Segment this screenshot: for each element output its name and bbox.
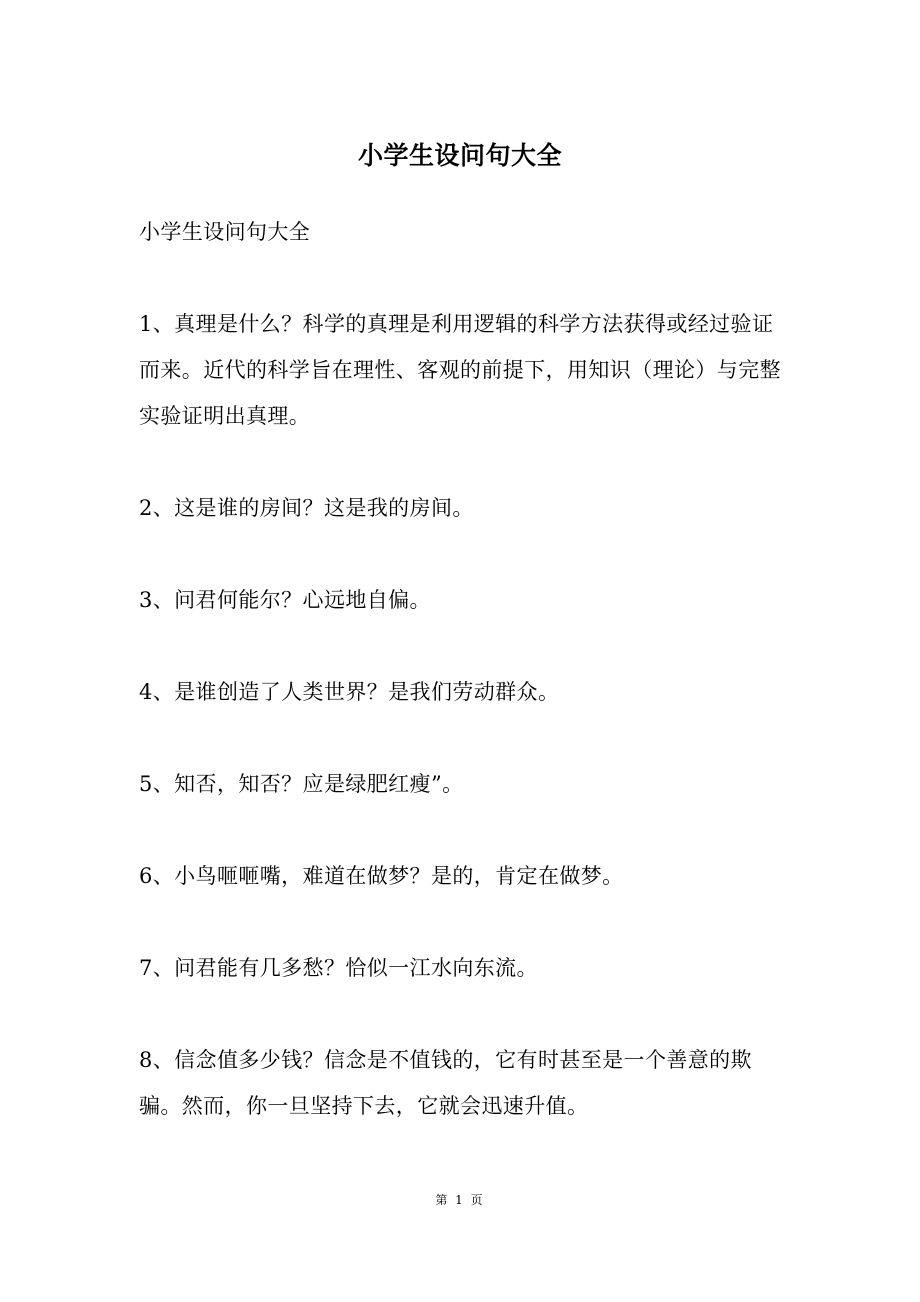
paragraph-7: 7、问君能有几多愁？恰似一江水向东流。 <box>139 956 538 980</box>
paragraph-5: 5、知否，知否？应是绿肥红瘦”。 <box>139 772 464 796</box>
intro-line: 小学生设问句大全 <box>139 220 311 244</box>
paragraph-1: 1、真理是什么？科学的真理是利用逻辑的科学方法获得或经过验证而来。近代的科学旨在理性、客观的前提下，用知识（理论）与完整实验证明出真理。 <box>139 312 781 428</box>
paragraph-spacer <box>139 531 784 577</box>
paragraph-spacer <box>139 991 784 1037</box>
paragraph-8: 8、信念值多少钱？信念是不值钱的，它有时甚至是一个善意的欺骗。然而，你一旦坚持下去，它就会迅速升值。 <box>139 1048 752 1118</box>
paragraph-spacer <box>139 807 784 853</box>
paragraph-spacer <box>139 715 784 761</box>
paragraph-2: 2、这是谁的房间？这是我的房间。 <box>139 496 474 520</box>
document-body <box>139 209 784 1129</box>
paragraph-4: 4、是谁创造了人类世界？是我们劳动群众。 <box>139 680 560 704</box>
paragraph-spacer <box>139 439 784 485</box>
document-title: 小学生设问句大全 <box>357 141 562 170</box>
paragraph-spacer <box>139 623 784 669</box>
paragraph-6: 6、小鸟咂咂嘴，难道在做梦？是的，肯定在做梦。 <box>139 864 624 888</box>
page-number: 第 1 页 <box>435 1193 485 1207</box>
paragraph-spacer <box>139 899 784 945</box>
paragraph-spacer <box>139 255 784 301</box>
paragraph-3: 3、问君何能尔？心远地自偏。 <box>139 588 431 612</box>
